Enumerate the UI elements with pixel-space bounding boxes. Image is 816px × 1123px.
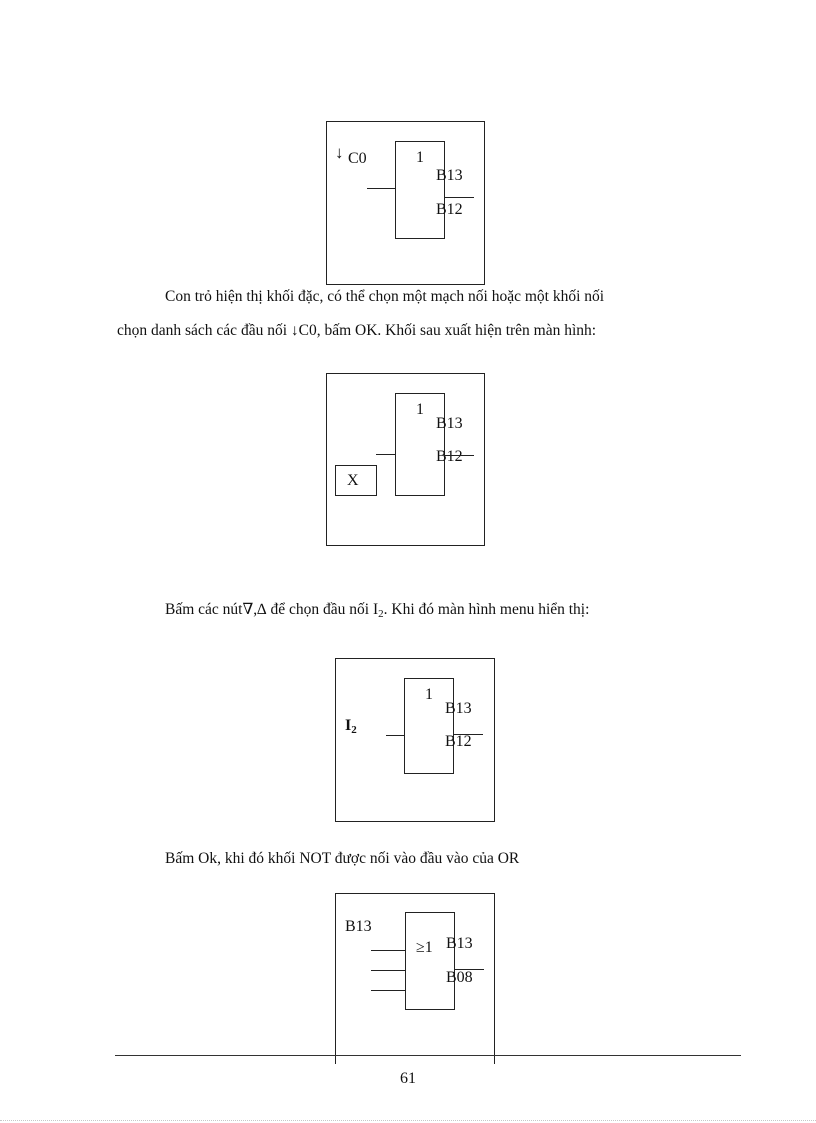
input-line-3	[371, 990, 405, 991]
figure-1-frame	[326, 121, 485, 285]
down-arrow-icon: ↓	[335, 143, 344, 162]
output-label-bottom: B12	[445, 733, 472, 750]
output-label-bottom-clip	[446, 968, 490, 988]
block-symbol: 1	[416, 149, 424, 166]
paragraph-1-line-2-prefix: chọn danh sách các đầu nối	[117, 322, 291, 339]
input-label-sub: 2	[351, 724, 357, 736]
function-block	[395, 141, 445, 239]
output-line	[444, 197, 474, 198]
function-block	[395, 393, 445, 496]
output-label-top: B13	[436, 167, 463, 184]
output-label-top-clip	[445, 699, 489, 719]
input-label-main: I	[345, 717, 352, 734]
page-number: 61	[400, 1070, 416, 1087]
figure-4-frame	[335, 893, 495, 1064]
paragraph-2	[165, 600, 589, 620]
function-block	[404, 678, 454, 774]
input-line-1	[371, 950, 405, 951]
block-symbol: 1	[425, 686, 433, 703]
output-line	[444, 455, 474, 456]
paragraph-1-line-2	[117, 322, 596, 340]
output-label-bottom-clip	[436, 447, 480, 467]
output-label-top-clip	[436, 414, 480, 434]
output-label-top: B13	[445, 700, 472, 717]
cursor-box-label: X	[347, 472, 359, 489]
input-line	[386, 735, 404, 736]
block-symbol: 1	[416, 401, 424, 418]
paragraph-1-line-2-suffix: C0, bấm OK. Khối sau xuất hiện trên màn hình:	[298, 322, 597, 339]
input-line	[367, 188, 395, 189]
input-label	[345, 717, 357, 739]
footer-rule	[115, 1055, 741, 1056]
page-edge-dotted-line	[0, 1120, 816, 1121]
output-label-bottom: B12	[436, 201, 463, 218]
paragraph-2-suffix: . Khi đó màn hình menu hiển thị:	[383, 601, 590, 618]
cursor-box	[335, 465, 377, 496]
input-line-2	[371, 970, 405, 971]
figure-2-frame	[326, 373, 485, 546]
down-arrow-icon: ↓	[290, 322, 299, 339]
connector-label: C0	[348, 150, 367, 167]
output-label-top: B13	[446, 935, 473, 952]
output-label-bottom: B12	[436, 448, 463, 465]
input-line	[376, 454, 395, 455]
output-label-bottom-clip	[445, 732, 489, 752]
or-block	[405, 912, 455, 1010]
connector-label: B13	[345, 918, 372, 935]
block-symbol: ≥1	[416, 939, 433, 956]
output-label-top-clip	[436, 166, 480, 186]
output-label-bottom-clip	[436, 200, 480, 220]
output-label-top-clip	[446, 934, 490, 954]
figure-3-frame	[335, 658, 495, 822]
paragraph-3: Bấm Ok, khi đó khối NOT được nối vào đầu vào của OR	[165, 850, 520, 867]
paragraph-2-subscript: 2	[378, 608, 384, 620]
output-label-top: B13	[436, 415, 463, 432]
paragraph-2-prefix: Bấm các nút∇,∆ để chọn đầu nối I	[165, 601, 379, 618]
output-label-bottom: B08	[446, 969, 473, 986]
paragraph-1-line-1: Con trỏ hiện thị khối đặc, có thể chọn một mạch nối hoặc một khối nối	[165, 288, 605, 305]
